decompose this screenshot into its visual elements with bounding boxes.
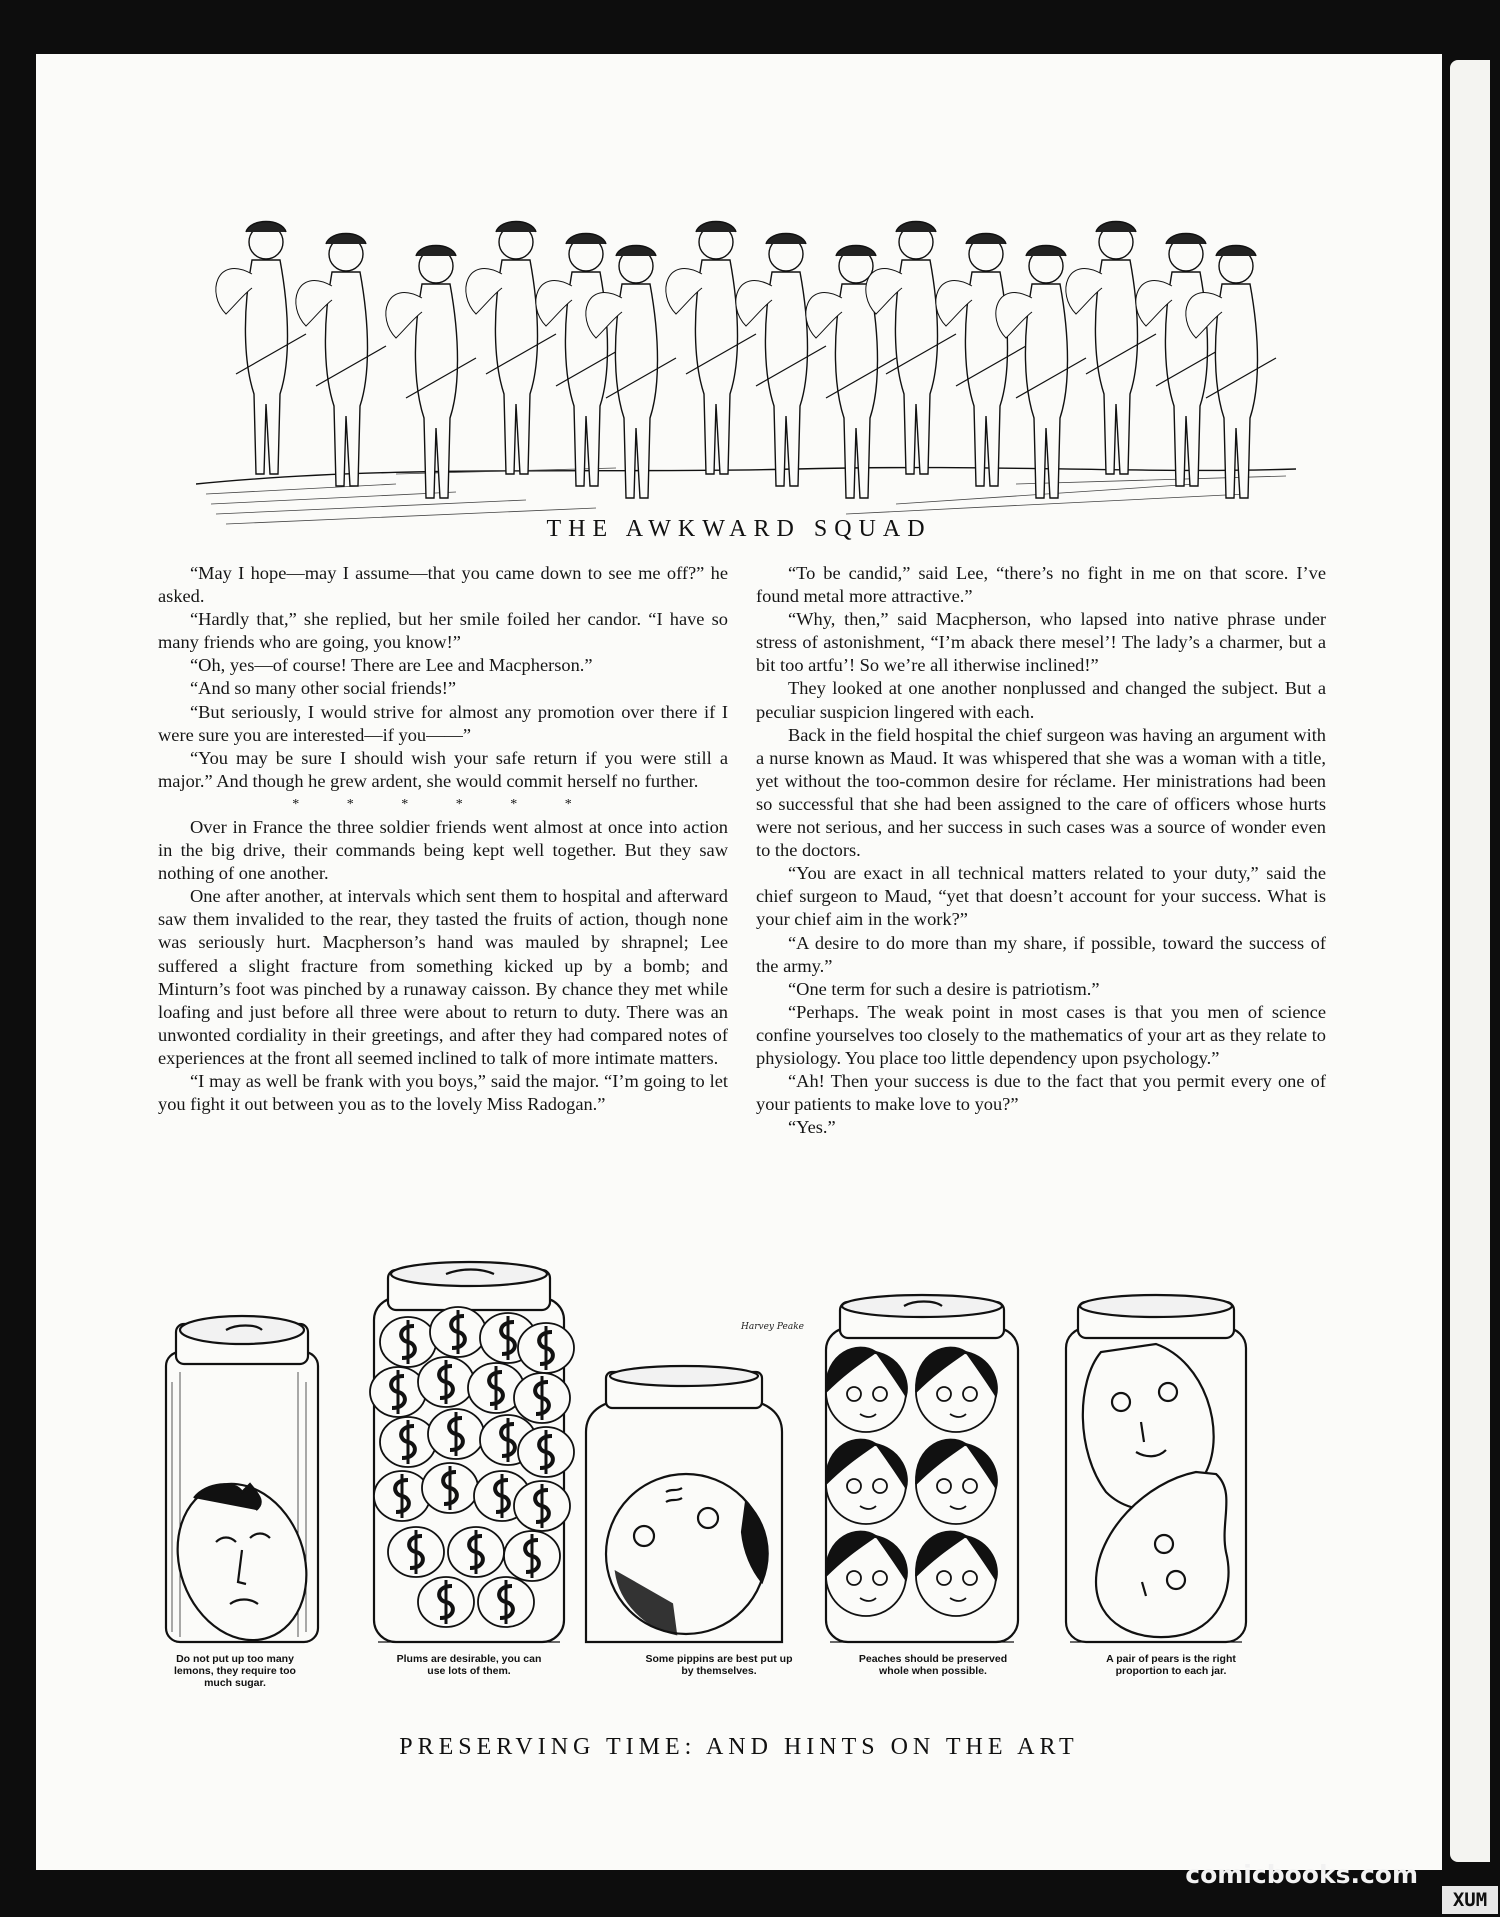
jar-pippin — [586, 1366, 782, 1642]
plum — [514, 1373, 570, 1423]
awkward-squad-illustration — [196, 184, 1296, 544]
cherub-figure — [1066, 222, 1156, 475]
plum — [422, 1463, 478, 1513]
plum — [380, 1417, 436, 1467]
paragraph: “You are exact in all technical matters related to your duty,” said the chief surgeon to Maud, “yet that doesn’t account for your success. What is your chief aim in the work?” — [756, 863, 1326, 930]
paragraph: They looked at one another nonplussed and changed the subject. But a peculiar suspicion lingered with each. — [756, 678, 1326, 722]
plum — [428, 1409, 484, 1459]
paragraph: “I may as well be frank with you boys,” said the major. “I’m going to let you fight it out between you as to the lovely Miss Radogan.” — [158, 1070, 728, 1115]
paragraph: “Perhaps. The weak point in most cases is that you men of science confine yourselves too closely to the mathematics of your art as they relate to physiology. You place too little dependency upon psychology.” — [756, 1001, 1326, 1068]
jar-caption-lemons: Do not put up too many lemons, they require too much sugar. — [174, 1653, 296, 1689]
cherub-figure — [536, 234, 626, 487]
plum — [370, 1367, 426, 1417]
plum — [504, 1531, 560, 1581]
paragraph: “You may be sure I should wish your safe return if you were still a major.” And though he grew ardent, she would commit herself no further. — [158, 747, 728, 791]
watermark: comicbooks.com — [1185, 1860, 1418, 1889]
jar-plums — [370, 1262, 574, 1642]
paragraph: Back in the field hospital the chief surgeon was having an argument with a nurse known as Maud. It was whispered that she was a woman with a title, yet without the too-common desire for réclame. Her ministrations had been so successful that she had been assigned to the care of officers whose hurts were not serious, and her success in such cases was a source of wonder even to the doctors. — [756, 724, 1326, 861]
jar-pears — [1066, 1295, 1246, 1642]
paragraph: “May I hope—may I assume—that you came down to see me off?” he asked. — [158, 563, 728, 607]
plum — [418, 1577, 474, 1627]
artist-signature: Harvey Peake — [741, 1322, 804, 1332]
plum — [518, 1427, 574, 1477]
paragraph: “Oh, yes—of course! There are Lee and Macpherson.” — [190, 655, 593, 676]
magazine-page — [36, 54, 1442, 1870]
jar-lemon — [156, 1316, 327, 1658]
paragraph: “Why, then,” said Macpherson, who lapsed into native phrase under stress of astonishment, “I’m aback there mesel’! The lady’s a charmer, but a bit too artfu’! So we’re all itherwise inclined!” — [756, 609, 1326, 676]
jar-caption-plums: Plums are desirable, you can use lots of them. — [396, 1653, 542, 1677]
plum — [448, 1527, 504, 1577]
paragraph: Over in France the three soldier friends went almost at once into action in the big drive, their commands being kept well together. But they saw nothing of one another. — [158, 816, 728, 884]
plum — [388, 1527, 444, 1577]
jar-caption-pippins: Some pippins are best put up by themselves. — [645, 1653, 793, 1677]
paragraph: “To be candid,” said Lee, “there’s no fight in me on that score. I’ve found metal more attractive.” — [756, 563, 1326, 607]
cherub-figure — [1136, 234, 1226, 487]
cherub-figure — [936, 234, 1026, 487]
jar-peaches — [826, 1295, 1018, 1642]
cherub-figure — [386, 246, 476, 499]
paragraph: “And so many other social friends!” — [190, 678, 457, 699]
jars-illustration-title: PRESERVING TIME: AND HINTS ON THE ART — [399, 1734, 1079, 1760]
cherub-figure — [666, 222, 756, 475]
paragraph: “But seriously, I would strive for almost any promotion over there if I were sure you are interested—if you——” — [158, 701, 728, 745]
cherub-figure — [216, 222, 306, 475]
jar-caption-pears: A pair of pears is the right proportion to each jar. — [1106, 1653, 1236, 1677]
plum — [380, 1317, 436, 1367]
paragraph: “A desire to do more than my share, if possible, toward the success of the army.” — [756, 932, 1326, 976]
story-column-left — [158, 562, 728, 1116]
plum — [518, 1323, 574, 1373]
preserving-jars-illustration — [146, 1252, 1376, 1702]
adjacent-page-edge — [1450, 60, 1490, 1862]
plum — [418, 1357, 474, 1407]
plum — [430, 1307, 486, 1357]
plum — [374, 1471, 430, 1521]
cherub-figure — [866, 222, 956, 475]
illustration-caption: THE AWKWARD SQUAD — [546, 516, 932, 542]
jar-caption-peaches: Peaches should be preserved whole when possible. — [858, 1653, 1008, 1677]
story-column-right — [756, 562, 1326, 1139]
paragraph: One after another, at intervals which sent them to hospital and afterward saw them invalided to the rear, they tasted the fruits of action, though none was seriously hurt. Macpherson’s hand was mauled by shrapnel; Lee suffered a slight fracture from something kicked up by a bomb; and Minturn’s foot was pinched by a runaway caisson. By chance they met while loafing and just before all three were about to return to duty. There was an unwonted cordiality in their greetings, and after they had compared notes of experiences at the front all seemed inclined to talk of more intimate matters. — [158, 886, 728, 1068]
paragraph: “Yes.” — [788, 1117, 836, 1138]
cherub-figure — [296, 234, 386, 487]
plum — [478, 1577, 534, 1627]
paragraph: “Hardly that,” she replied, but her smile foiled her candor. “I have so many friends who are going, you know!” — [158, 609, 728, 653]
section-break-stars: * * * * * * — [292, 796, 594, 812]
cherub-figure — [466, 222, 556, 475]
page-number-badge: XUM — [1442, 1886, 1498, 1914]
paragraph: “Ah! Then your success is due to the fact that you permit every one of your patients to make love to you?” — [756, 1071, 1326, 1115]
paragraph: “One term for such a desire is patriotism.” — [788, 978, 1100, 999]
cherub-figure — [736, 234, 826, 487]
plum — [514, 1481, 570, 1531]
